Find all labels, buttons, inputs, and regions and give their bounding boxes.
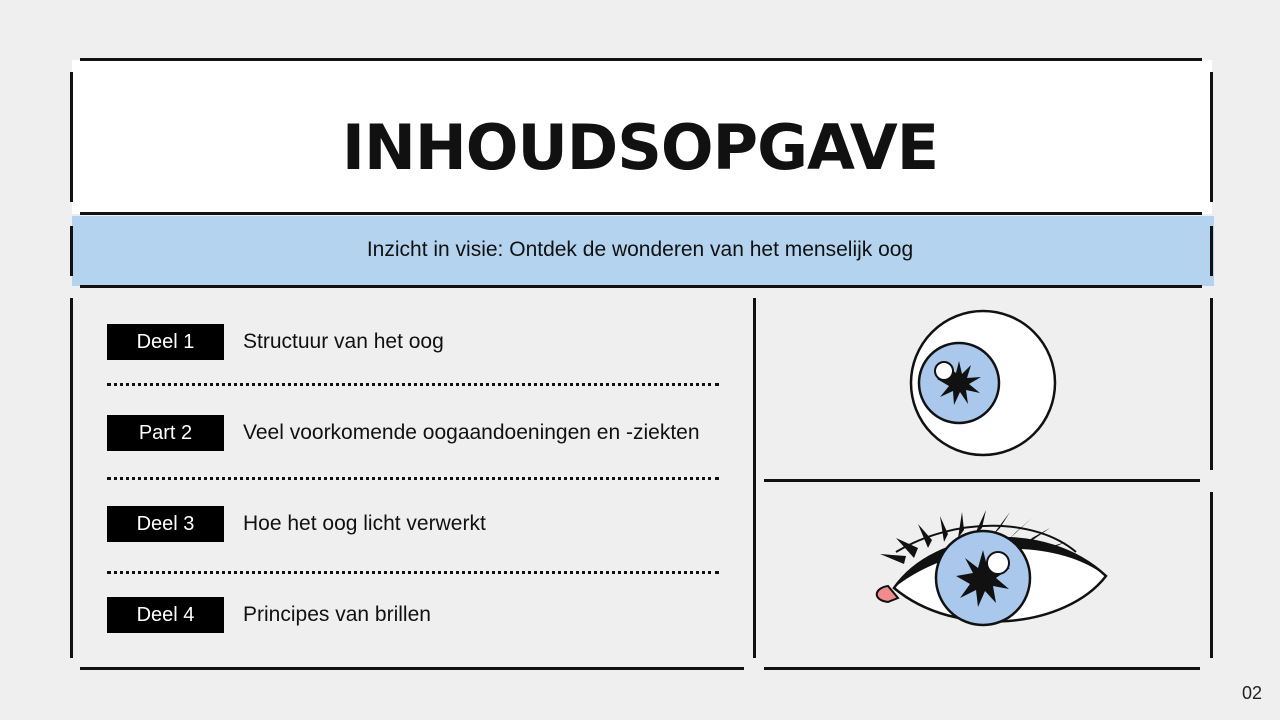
toc-item-label: Veel voorkomende oogaandoeningen en -ziekten — [243, 421, 700, 444]
frame-line-left-band — [70, 226, 73, 276]
dotted-separator — [107, 477, 719, 480]
frame-line-title-bottom — [80, 212, 1202, 215]
frame-line-right-band — [1210, 226, 1213, 276]
toc-item-tag: Deel 1 — [107, 324, 224, 360]
subtitle-text: Inzicht in visie: Ontdek de wonderen van het menselijk oog — [366, 238, 914, 261]
eyeball-icon — [905, 308, 1060, 460]
frame-line-right-middle — [764, 479, 1200, 482]
dotted-separator — [107, 571, 719, 574]
toc-item-label: Structuur van het oog — [243, 330, 444, 353]
frame-line-bottom-right — [764, 667, 1200, 670]
toc-item-tag: Deel 4 — [107, 597, 224, 633]
toc-item-tag: Deel 3 — [107, 506, 224, 542]
dotted-separator — [107, 383, 719, 386]
frame-line-right-lower — [1210, 492, 1213, 658]
page-number: 02 — [1241, 683, 1262, 703]
frame-line-left-title — [70, 72, 73, 202]
page-title: INHOUDSOPGAVE — [341, 111, 939, 184]
frame-line-band-bottom — [80, 285, 1202, 288]
frame-line-top — [80, 58, 1202, 61]
toc-item-label: Hoe het oog licht verwerkt — [243, 512, 486, 535]
frame-line-right-title — [1210, 72, 1213, 202]
toc-item-label: Principes van brillen — [243, 603, 431, 626]
toc-item-tag: Part 2 — [107, 415, 224, 451]
frame-line-right-upper — [1210, 298, 1213, 470]
frame-line-left-content — [70, 298, 73, 658]
eye-with-lashes-icon — [866, 508, 1116, 640]
frame-line-bottom-left — [80, 667, 744, 670]
frame-line-divider — [753, 298, 756, 658]
